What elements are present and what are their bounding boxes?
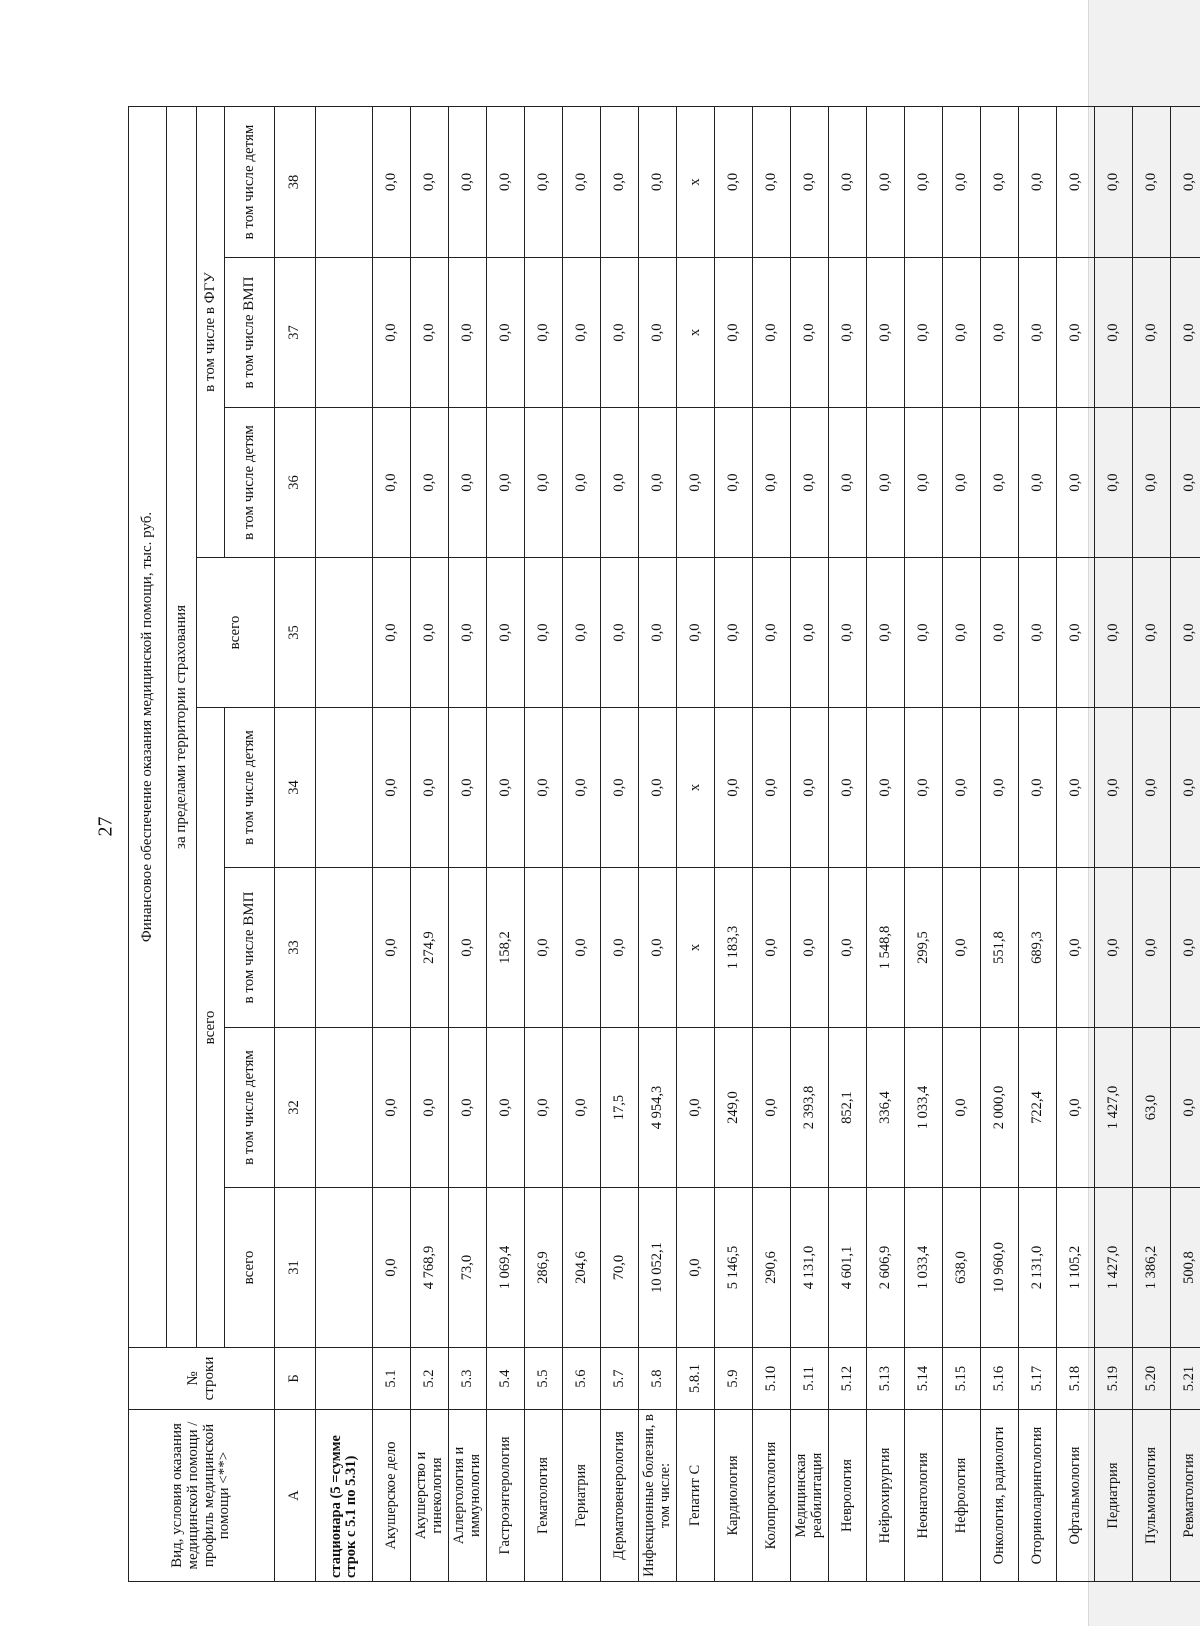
table-row bbox=[829, 106, 867, 1581]
row-label: Офтальмология bbox=[1057, 1410, 1095, 1582]
value-cell: 0,0 bbox=[1057, 408, 1095, 558]
value-cell: 722,4 bbox=[1019, 1028, 1057, 1188]
table-row bbox=[943, 106, 981, 1581]
section-cell bbox=[316, 1188, 373, 1348]
header-sub-deti: в том числе детям bbox=[225, 408, 275, 558]
value-cell: 0,0 bbox=[639, 106, 677, 257]
col-number: 35 bbox=[275, 558, 316, 708]
value-cell: 0,0 bbox=[905, 708, 943, 868]
value-cell: 0,0 bbox=[373, 106, 411, 257]
value-cell: 689,3 bbox=[1019, 868, 1057, 1028]
value-cell: 0,0 bbox=[1019, 408, 1057, 558]
value-cell: 0,0 bbox=[867, 708, 905, 868]
value-cell: 0,0 bbox=[1171, 408, 1200, 558]
value-cell: 0,0 bbox=[1057, 106, 1095, 257]
value-cell: 0,0 bbox=[1133, 258, 1171, 408]
value-cell: 0,0 bbox=[1095, 258, 1133, 408]
value-cell: 0,0 bbox=[525, 558, 563, 708]
value-cell: 0,0 bbox=[449, 868, 487, 1028]
value-cell: 0,0 bbox=[601, 408, 639, 558]
page-number: 27 bbox=[94, 816, 117, 837]
header-fgu-vsego: всего bbox=[197, 558, 275, 708]
value-cell: 0,0 bbox=[715, 258, 753, 408]
value-cell: 0,0 bbox=[563, 558, 601, 708]
value-cell: 500,8 bbox=[1171, 1188, 1200, 1348]
value-cell: 0,0 bbox=[1057, 1028, 1095, 1188]
value-cell: 1 183,3 bbox=[715, 868, 753, 1028]
value-cell: 0,0 bbox=[563, 106, 601, 257]
row-number: 5.19 bbox=[1095, 1348, 1133, 1410]
value-cell: 0,0 bbox=[829, 106, 867, 257]
table-row bbox=[715, 106, 753, 1581]
value-cell: 63,0 bbox=[1133, 1028, 1171, 1188]
value-cell: 551,8 bbox=[981, 868, 1019, 1028]
value-cell: 0,0 bbox=[563, 258, 601, 408]
header-sub-vsego: всего bbox=[225, 1188, 275, 1348]
value-cell: 0,0 bbox=[715, 106, 753, 257]
value-cell: x bbox=[677, 106, 715, 257]
value-cell: 4 131,0 bbox=[791, 1188, 829, 1348]
value-cell: 4 768,9 bbox=[411, 1188, 449, 1348]
section-cell bbox=[316, 708, 373, 868]
value-cell: 0,0 bbox=[373, 258, 411, 408]
section-cell bbox=[316, 868, 373, 1028]
table-row bbox=[373, 106, 411, 1581]
value-cell: 0,0 bbox=[411, 558, 449, 708]
header-sub-vmp: в том числе ВМП bbox=[225, 258, 275, 408]
value-cell: 0,0 bbox=[373, 708, 411, 868]
value-cell: 0,0 bbox=[563, 868, 601, 1028]
row-number: 5.21 bbox=[1171, 1348, 1200, 1410]
row-label: Неврология bbox=[829, 1410, 867, 1582]
value-cell: 0,0 bbox=[525, 106, 563, 257]
value-cell: 4 601,1 bbox=[829, 1188, 867, 1348]
value-cell: 0,0 bbox=[753, 408, 791, 558]
row-number: 5.4 bbox=[487, 1348, 525, 1410]
table-row bbox=[525, 106, 563, 1581]
value-cell: 0,0 bbox=[487, 106, 525, 257]
value-cell: 0,0 bbox=[905, 258, 943, 408]
row-label: Педиатрия bbox=[1095, 1410, 1133, 1582]
value-cell: 0,0 bbox=[1057, 708, 1095, 868]
value-cell: 1 069,4 bbox=[487, 1188, 525, 1348]
col-number: 34 bbox=[275, 708, 316, 868]
row-number: 5.5 bbox=[525, 1348, 563, 1410]
value-cell: 0,0 bbox=[829, 708, 867, 868]
section-label: стационара (5 =сумме строк с 5.1 по 5.31) bbox=[316, 1410, 373, 1582]
value-cell: 0,0 bbox=[981, 408, 1019, 558]
value-cell: 0,0 bbox=[411, 408, 449, 558]
value-cell: 638,0 bbox=[943, 1188, 981, 1348]
row-label: Гематология bbox=[525, 1410, 563, 1582]
value-cell: 0,0 bbox=[449, 708, 487, 868]
value-cell: 0,0 bbox=[1095, 558, 1133, 708]
row-number: 5.14 bbox=[905, 1348, 943, 1410]
value-cell: x bbox=[677, 868, 715, 1028]
value-cell: 0,0 bbox=[639, 258, 677, 408]
value-cell: 290,6 bbox=[753, 1188, 791, 1348]
value-cell: 0,0 bbox=[563, 408, 601, 558]
value-cell: 0,0 bbox=[829, 408, 867, 558]
value-cell: 0,0 bbox=[639, 558, 677, 708]
header-sub-vmp: в том числе ВМП bbox=[225, 868, 275, 1028]
value-cell: 0,0 bbox=[1171, 868, 1200, 1028]
value-cell: 0,0 bbox=[1095, 868, 1133, 1028]
value-cell: 17,5 bbox=[601, 1028, 639, 1188]
value-cell: 0,0 bbox=[753, 258, 791, 408]
row-number: 5.7 bbox=[601, 1348, 639, 1410]
value-cell: 4 954,3 bbox=[639, 1028, 677, 1188]
value-cell: 0,0 bbox=[867, 106, 905, 257]
value-cell: 274,9 bbox=[411, 868, 449, 1028]
table-row bbox=[639, 106, 677, 1581]
row-label: Гастроэнтерология bbox=[487, 1410, 525, 1582]
table-row bbox=[1057, 106, 1095, 1581]
value-cell: 0,0 bbox=[487, 708, 525, 868]
row-label: Пульмонология bbox=[1133, 1410, 1171, 1582]
row-number: 5.12 bbox=[829, 1348, 867, 1410]
row-number: 5.16 bbox=[981, 1348, 1019, 1410]
value-cell: 0,0 bbox=[373, 408, 411, 558]
value-cell: 0,0 bbox=[867, 558, 905, 708]
table-body bbox=[373, 106, 1200, 1581]
value-cell: 2 393,8 bbox=[791, 1028, 829, 1188]
header-fgu-group: в том числе в ФГУ bbox=[197, 106, 225, 557]
value-cell: 0,0 bbox=[601, 106, 639, 257]
row-number: 5.11 bbox=[791, 1348, 829, 1410]
row-label: Нефрология bbox=[943, 1410, 981, 1582]
value-cell: 0,0 bbox=[525, 868, 563, 1028]
value-cell: 0,0 bbox=[981, 106, 1019, 257]
section-cell bbox=[316, 106, 373, 257]
row-number: 5.6 bbox=[563, 1348, 601, 1410]
table-row bbox=[1095, 106, 1133, 1581]
value-cell: 0,0 bbox=[715, 408, 753, 558]
value-cell: 0,0 bbox=[373, 868, 411, 1028]
table-row bbox=[601, 106, 639, 1581]
value-cell: 0,0 bbox=[677, 1188, 715, 1348]
row-label: Ревматология bbox=[1171, 1410, 1200, 1582]
value-cell: 0,0 bbox=[1133, 708, 1171, 868]
value-cell: 0,0 bbox=[487, 1028, 525, 1188]
value-cell: 10 960,0 bbox=[981, 1188, 1019, 1348]
value-cell: 0,0 bbox=[981, 708, 1019, 868]
value-cell: 0,0 bbox=[373, 1188, 411, 1348]
value-cell: 0,0 bbox=[753, 708, 791, 868]
section-cell bbox=[316, 558, 373, 708]
value-cell: 0,0 bbox=[487, 258, 525, 408]
value-cell: 204,6 bbox=[563, 1188, 601, 1348]
value-cell: 0,0 bbox=[411, 258, 449, 408]
table-row bbox=[487, 106, 525, 1581]
row-label: Инфекционные болезни, в том числе: bbox=[639, 1410, 677, 1582]
value-cell: 0,0 bbox=[449, 408, 487, 558]
value-cell: 0,0 bbox=[373, 558, 411, 708]
row-label: Нейрохирургия bbox=[867, 1410, 905, 1582]
value-cell: 1 033,4 bbox=[905, 1188, 943, 1348]
value-cell: 0,0 bbox=[1171, 558, 1200, 708]
row-number: 5.2 bbox=[411, 1348, 449, 1410]
row-label: Гериатрия bbox=[563, 1410, 601, 1582]
value-cell: 0,0 bbox=[981, 258, 1019, 408]
header-col-b: № строки bbox=[129, 1348, 275, 1410]
value-cell: 0,0 bbox=[791, 408, 829, 558]
col-number: 36 bbox=[275, 408, 316, 558]
table-row bbox=[791, 106, 829, 1581]
value-cell: 299,5 bbox=[905, 868, 943, 1028]
value-cell: 0,0 bbox=[373, 1028, 411, 1188]
value-cell: 0,0 bbox=[1057, 258, 1095, 408]
section-cell bbox=[316, 1028, 373, 1188]
value-cell: 0,0 bbox=[753, 106, 791, 257]
col-number: А bbox=[275, 1410, 316, 1582]
row-label: Онкология, радиологи bbox=[981, 1410, 1019, 1582]
value-cell: 0,0 bbox=[525, 1028, 563, 1188]
row-label: Оториноларингология bbox=[1019, 1410, 1057, 1582]
value-cell: 0,0 bbox=[677, 558, 715, 708]
row-number: 5.17 bbox=[1019, 1348, 1057, 1410]
row-number: 5.10 bbox=[753, 1348, 791, 1410]
value-cell: 0,0 bbox=[943, 868, 981, 1028]
value-cell: 0,0 bbox=[753, 868, 791, 1028]
value-cell: 5 146,5 bbox=[715, 1188, 753, 1348]
value-cell: 852,1 bbox=[829, 1028, 867, 1188]
value-cell: 0,0 bbox=[1133, 408, 1171, 558]
table-row bbox=[1133, 106, 1171, 1581]
value-cell: 0,0 bbox=[943, 558, 981, 708]
row-number: 5.20 bbox=[1133, 1348, 1171, 1410]
header-sub-deti: в том числе детям bbox=[225, 1028, 275, 1188]
row-label: Колопроктология bbox=[753, 1410, 791, 1582]
value-cell: 286,9 bbox=[525, 1188, 563, 1348]
section-cell bbox=[316, 258, 373, 408]
header-sub-deti: в том числе детям bbox=[225, 106, 275, 257]
value-cell: 0,0 bbox=[601, 258, 639, 408]
value-cell: 1 105,2 bbox=[1057, 1188, 1095, 1348]
value-cell: 0,0 bbox=[525, 708, 563, 868]
value-cell: 10 052,1 bbox=[639, 1188, 677, 1348]
value-cell: 0,0 bbox=[677, 1028, 715, 1188]
value-cell: 0,0 bbox=[791, 868, 829, 1028]
value-cell: 0,0 bbox=[487, 558, 525, 708]
value-cell: 0,0 bbox=[791, 106, 829, 257]
value-cell: 0,0 bbox=[563, 708, 601, 868]
value-cell: 70,0 bbox=[601, 1188, 639, 1348]
value-cell: 0,0 bbox=[905, 106, 943, 257]
value-cell: 0,0 bbox=[1133, 868, 1171, 1028]
col-number: 37 bbox=[275, 258, 316, 408]
header-vsego-group: всего bbox=[197, 708, 225, 1348]
header-fin-title: Финансовое обеспечение оказания медицинской помощи, тыс. руб. bbox=[129, 106, 167, 1347]
value-cell: 0,0 bbox=[943, 708, 981, 868]
value-cell: 0,0 bbox=[639, 408, 677, 558]
table-row bbox=[905, 106, 943, 1581]
value-cell: x bbox=[677, 258, 715, 408]
table-row bbox=[981, 106, 1019, 1581]
value-cell: 0,0 bbox=[601, 708, 639, 868]
row-label: Неонатология bbox=[905, 1410, 943, 1582]
row-label: Медицинская реабилитация bbox=[791, 1410, 829, 1582]
value-cell: 0,0 bbox=[1171, 1028, 1200, 1188]
row-label: Аллергология и иммунология bbox=[449, 1410, 487, 1582]
header-col-a: Вид, условия оказания медицинской помощи / профиль медицинской помощи <**> bbox=[129, 1410, 275, 1582]
value-cell: 0,0 bbox=[1133, 558, 1171, 708]
table-row bbox=[677, 106, 715, 1581]
value-cell: 0,0 bbox=[867, 258, 905, 408]
value-cell: x bbox=[677, 708, 715, 868]
value-cell: 0,0 bbox=[525, 408, 563, 558]
value-cell: 0,0 bbox=[791, 558, 829, 708]
value-cell: 0,0 bbox=[943, 408, 981, 558]
value-cell: 0,0 bbox=[791, 258, 829, 408]
table-row bbox=[867, 106, 905, 1581]
value-cell: 0,0 bbox=[943, 258, 981, 408]
value-cell: 0,0 bbox=[1019, 106, 1057, 257]
table-row bbox=[563, 106, 601, 1581]
row-number: 5.15 bbox=[943, 1348, 981, 1410]
col-number: 33 bbox=[275, 868, 316, 1028]
value-cell: 1 386,2 bbox=[1133, 1188, 1171, 1348]
row-number: 5.13 bbox=[867, 1348, 905, 1410]
col-number: Б bbox=[275, 1348, 316, 1410]
value-cell: 1 548,8 bbox=[867, 868, 905, 1028]
value-cell: 0,0 bbox=[1057, 868, 1095, 1028]
col-number: 32 bbox=[275, 1028, 316, 1188]
header-sub-deti: в том числе детям bbox=[225, 708, 275, 868]
value-cell: 0,0 bbox=[1019, 558, 1057, 708]
col-number: 38 bbox=[275, 106, 316, 257]
value-cell: 2 000,0 bbox=[981, 1028, 1019, 1188]
table-row bbox=[1019, 106, 1057, 1581]
value-cell: 0,0 bbox=[1133, 106, 1171, 257]
value-cell: 0,0 bbox=[753, 558, 791, 708]
section-row bbox=[316, 106, 373, 1581]
col-number: 31 bbox=[275, 1188, 316, 1348]
value-cell: 0,0 bbox=[677, 408, 715, 558]
value-cell: 0,0 bbox=[753, 1028, 791, 1188]
header-outside-title: за пределами территории страхования bbox=[167, 106, 197, 1347]
value-cell: 336,4 bbox=[867, 1028, 905, 1188]
value-cell: 0,0 bbox=[1057, 558, 1095, 708]
column-number-row bbox=[275, 106, 316, 1581]
value-cell: 0,0 bbox=[943, 106, 981, 257]
value-cell: 0,0 bbox=[487, 408, 525, 558]
table-row bbox=[1171, 106, 1200, 1581]
value-cell: 0,0 bbox=[525, 258, 563, 408]
value-cell: 0,0 bbox=[411, 106, 449, 257]
row-number: 5.18 bbox=[1057, 1348, 1095, 1410]
section-cell bbox=[316, 408, 373, 558]
value-cell: 249,0 bbox=[715, 1028, 753, 1188]
value-cell: 0,0 bbox=[1171, 258, 1200, 408]
value-cell: 0,0 bbox=[829, 868, 867, 1028]
value-cell: 0,0 bbox=[639, 708, 677, 868]
row-label: Гепатит С bbox=[677, 1410, 715, 1582]
row-label: Дерматовенерология bbox=[601, 1410, 639, 1582]
value-cell: 0,0 bbox=[411, 1028, 449, 1188]
value-cell: 0,0 bbox=[981, 558, 1019, 708]
value-cell: 0,0 bbox=[1095, 106, 1133, 257]
value-cell: 0,0 bbox=[449, 258, 487, 408]
value-cell: 0,0 bbox=[639, 868, 677, 1028]
value-cell: 0,0 bbox=[449, 558, 487, 708]
table-row bbox=[411, 106, 449, 1581]
value-cell: 0,0 bbox=[905, 558, 943, 708]
value-cell: 0,0 bbox=[449, 1028, 487, 1188]
value-cell: 0,0 bbox=[829, 258, 867, 408]
value-cell: 0,0 bbox=[905, 408, 943, 558]
value-cell: 0,0 bbox=[563, 1028, 601, 1188]
row-number: 5.1 bbox=[373, 1348, 411, 1410]
value-cell: 158,2 bbox=[487, 868, 525, 1028]
value-cell: 0,0 bbox=[791, 708, 829, 868]
value-cell: 0,0 bbox=[1095, 708, 1133, 868]
financing-table bbox=[128, 106, 1200, 1582]
value-cell: 0,0 bbox=[715, 708, 753, 868]
value-cell: 1 427,0 bbox=[1095, 1188, 1133, 1348]
value-cell: 0,0 bbox=[829, 558, 867, 708]
value-cell: 1 033,4 bbox=[905, 1028, 943, 1188]
value-cell: 2 131,0 bbox=[1019, 1188, 1057, 1348]
section-cell bbox=[316, 1348, 373, 1410]
value-cell: 0,0 bbox=[867, 408, 905, 558]
rotated-table-container bbox=[128, 107, 1197, 1582]
value-cell: 0,0 bbox=[715, 558, 753, 708]
value-cell: 0,0 bbox=[411, 708, 449, 868]
value-cell: 1 427,0 bbox=[1095, 1028, 1133, 1188]
value-cell: 0,0 bbox=[601, 868, 639, 1028]
value-cell: 0,0 bbox=[1171, 708, 1200, 868]
value-cell: 73,0 bbox=[449, 1188, 487, 1348]
row-number: 5.9 bbox=[715, 1348, 753, 1410]
row-number: 5.8.1 bbox=[677, 1348, 715, 1410]
value-cell: 2 606,9 bbox=[867, 1188, 905, 1348]
value-cell: 0,0 bbox=[1095, 408, 1133, 558]
value-cell: 0,0 bbox=[943, 1028, 981, 1188]
value-cell: 0,0 bbox=[1019, 708, 1057, 868]
value-cell: 0,0 bbox=[1019, 258, 1057, 408]
table-row bbox=[753, 106, 791, 1581]
value-cell: 0,0 bbox=[449, 106, 487, 257]
table-row bbox=[449, 106, 487, 1581]
row-label: Акушерское дело bbox=[373, 1410, 411, 1582]
row-label: Кардиология bbox=[715, 1410, 753, 1582]
value-cell: 0,0 bbox=[1171, 106, 1200, 257]
row-number: 5.8 bbox=[639, 1348, 677, 1410]
value-cell: 0,0 bbox=[601, 558, 639, 708]
row-number: 5.3 bbox=[449, 1348, 487, 1410]
row-label: Акушерство и гинекология bbox=[411, 1410, 449, 1582]
